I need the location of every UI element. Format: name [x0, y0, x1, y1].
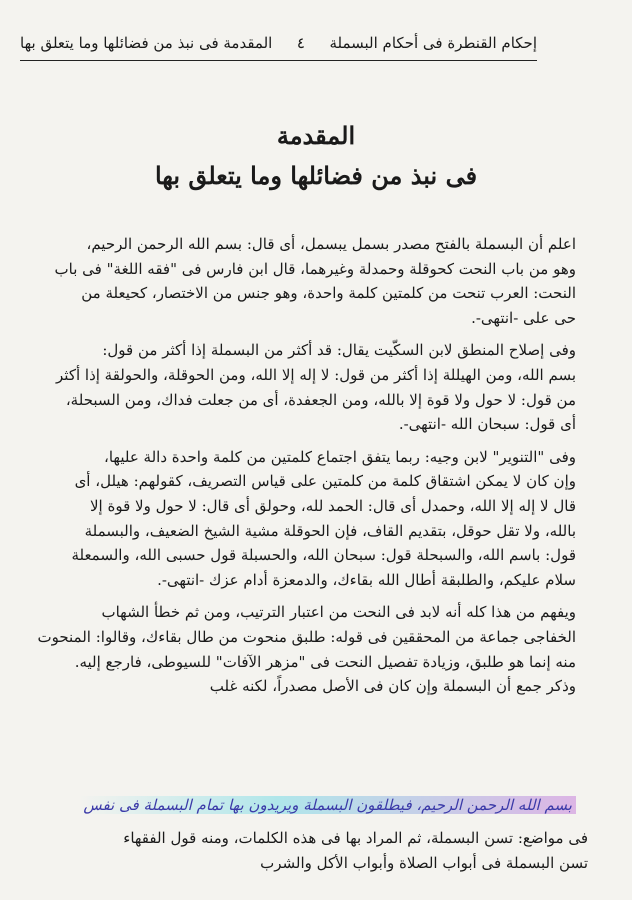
handwritten-annotation [30, 796, 576, 826]
chapter-title-sub: فى نبذ من فضائلها وما يتعلق بها [154, 161, 478, 190]
text-line: أى قول: سبحان الله -انتهى-. [398, 415, 576, 434]
text-line: الخفاجى جماعة من المحققين فى قوله: طلبق منحوت من طال بقاءك، وقالوا: المنحوت [37, 627, 576, 646]
text-line: تسن البسملة فى أبواب الصلاة وأبواب الأكل والشرب [260, 853, 588, 872]
running-header [20, 28, 537, 58]
text-line: بالله، ولا تقل حوقل، بتقديم القاف، فإن الحوقلة مشية الشيخ الضعيف، والبسملة [84, 521, 576, 540]
text-line: النحت: العرب تنحت من كلمتين كلمة واحدة، وهو جنس من الاختصار، كحيعلة من [81, 284, 576, 303]
paragraph-3 [30, 445, 576, 593]
page-number: ٤ [296, 34, 305, 52]
header-divider [20, 60, 537, 61]
body-text [30, 232, 576, 707]
text-line: بسم الله، ومن الهيللة إذا أكثر من قول: لا إله إلا الله، ومن الحوقلة، والحولقة إذا أكثر [56, 365, 576, 384]
text-line: فى مواضع: تسن البسملة، ثم المراد بها فى هذه الكلمات، ومنه قول الفقهاء [123, 829, 588, 847]
text-line: من قول: لا حول ولا قوة إلا بالله، ومن الجعفدة، أى من جعلت فداك، ومن السبحلة، [65, 390, 576, 409]
page-tail-text [30, 826, 588, 875]
text-line: ويفهم من هذا كله أنه لابد فى النحت من اعتبار الترتيب، ومن ثم خطأ الشهاب [101, 603, 576, 622]
header-book-title: إحكام القنطرة فى أحكام البسملة [329, 34, 537, 52]
text-line: وهو من باب النحت كحوقلة وحمدلة وغيرهما، قال ابن فارس فى "فقه اللغة" فى باب [54, 259, 576, 278]
text-line: وإن كان لا يمكن اشتقاق كلمة من كلمتين على قياس التصريف، كقولهم: هيلل، أى [74, 472, 576, 491]
text-line: قال لا إله إلا الله، وحمدل أى قال: الحمد لله، وحولق أى قال: لا حول ولا قوة إلا [89, 496, 576, 515]
chapter-title [0, 118, 632, 198]
text-line: سلام عليكم، والطلبقة أطال الله بقاءك، والدمعزة أدام عزك -انتهى-. [157, 570, 576, 589]
text-line: وذكر جمع أن البسملة وإن كان فى الأصل مصدراً، لكنه غلب [209, 677, 576, 696]
header-section-title: المقدمة فى نبذ من فضائلها وما يتعلق بها [20, 34, 273, 52]
text-line: حى على -انتهى-. [471, 308, 576, 327]
handwritten-note-text: بسم الله الرحمن الرحيم، فيطلقون البسملة ويريدون بها تمام البسملة فى نفس [79, 796, 576, 814]
paragraph-4 [30, 600, 576, 698]
text-line: وفى إصلاح المنطق لابن السكّيت يقال: قد أكثر من البسملة إذا أكثر من قول: [102, 341, 576, 360]
paragraph-2 [30, 338, 576, 436]
text-line: وفى "التنوير" لابن وجيه: ربما يتفق اجتماع كلمتين من كلمة واحدة دالة عليها، [104, 447, 576, 466]
chapter-title-main: المقدمة [276, 121, 356, 150]
text-line: اعلم أن البسملة بالفتح مصدر بسمل يبسمل، أى قال: بسم الله الرحمن الرحيم، [86, 235, 576, 253]
text-line: قول: باسم الله، والسبحلة قول: سبحان الله، والحسبلة قول حسبى الله، والسمعلة [71, 546, 576, 565]
text-line: منه إنما هو طلبق، وزيادة تفصيل النحت فى "مزهر الآفات" للسيوطى، فارجع إليه. [74, 652, 576, 671]
paragraph-1 [30, 232, 576, 330]
